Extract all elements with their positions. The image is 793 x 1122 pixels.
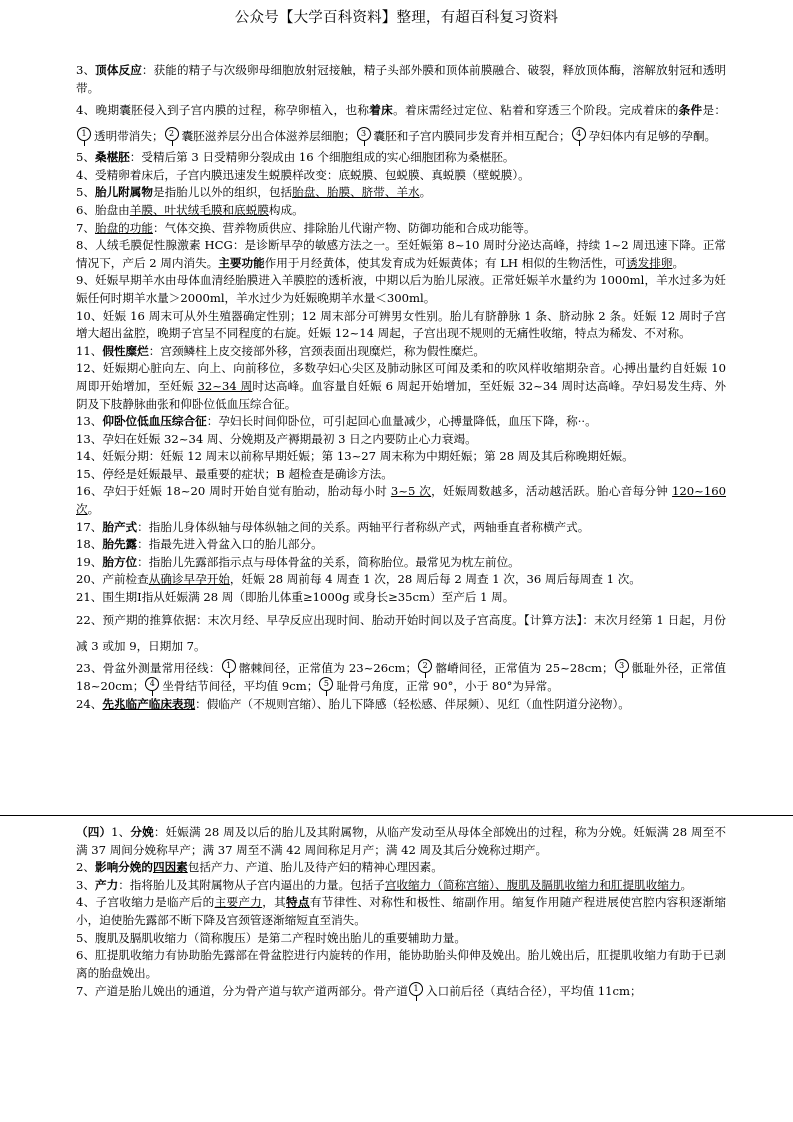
underlined-term: 胎盘、胎膜、脐带、羊水 <box>292 185 420 200</box>
paragraph <box>76 930 726 948</box>
paragraph <box>76 466 726 484</box>
paragraph <box>76 220 726 238</box>
circled-number-icon: 3 <box>615 659 629 673</box>
paragraph <box>76 607 726 659</box>
text-run: ：指将胎儿及其附属物从子宫内逼出的力量。包括子 <box>118 877 385 892</box>
circled-number-icon: 1 <box>222 659 236 673</box>
text-run: 髂嵴间径，正常值为 25~28cm； <box>435 660 614 675</box>
text-run: 是： <box>702 103 726 118</box>
text-run: 5、腹肌及膈肌收缩力（简称腹压）是第二产程时娩出胎儿的重要辅助力量。 <box>76 930 466 945</box>
text-run: ，妊娠周数越多，活动越活跃。胎心音每分钟 <box>431 484 673 499</box>
circled-number-icon: 4 <box>572 127 586 141</box>
text-run: 4、晚期囊胚侵入到子宫内膜的过程，称孕卵植入，也称 <box>76 103 370 118</box>
bold-term: 桑椹胚 <box>94 150 130 165</box>
text-run: 11、 <box>76 343 103 358</box>
bold-term: 产力 <box>94 877 119 892</box>
section-pregnancy-notes <box>76 62 726 713</box>
text-run: 6、肛提肌收缩力有协助胎先露部在骨盆腔进行内旋转的作用，能协助胎头仰伸及娩出。胎儿娩出后，肛提肌收缩力有助于已剥离的胎盘娩出。 <box>76 948 726 980</box>
text-run: 时达高峰。血容量自妊娠 6 周起开始增加，至妊娠 32~34 周时达高峰。孕妇易发生痔、外阴及下肢静脉曲张和仰卧位低血压综合征。 <box>76 378 727 411</box>
text-run: 22、预产期的推算依据：末次月经、早孕反应出现时间、胎动开始时间以及子宫高度。【计算方法】：末次月经第 1 日起，月份减 3 或加 9，日期加 7。 <box>76 612 726 653</box>
bold-term: 特点 <box>286 895 310 910</box>
circled-number-icon: 4 <box>145 677 159 691</box>
circled-number-icon: 5 <box>319 677 333 691</box>
text-run: ：受精后第 3 日受精卵分裂成由 16 个细胞组成的实心细胞团称为桑椹胚。 <box>129 150 515 165</box>
text-run: 18、 <box>76 537 103 552</box>
text-run: 透明带消失； <box>94 129 164 144</box>
text-run: 12、妊娠期心脏向左、向上、向前移位，多数孕妇心尖区及肺动脉区可闻及柔和的吹风样收缩期杂音。心搏出量约自妊娠 10 周即开始增加，至妊娠 <box>76 361 726 393</box>
bold-term: 分娩 <box>130 825 154 839</box>
paragraph <box>76 272 726 307</box>
text-run: 21、围生期Ⅰ指从妊娠满 28 周（即胎儿体重≥1000g 或身长≥35cm）至产后 1 周。 <box>76 590 515 605</box>
circled-number-icon: 2 <box>165 127 179 141</box>
bold-term: 胎方位 <box>102 554 138 569</box>
underlined-term: 主要产力 <box>214 895 263 910</box>
text-run: 髂棘间径，正常值为 23~26cm； <box>238 660 418 675</box>
text-run: 。 <box>680 877 693 892</box>
paragraph <box>76 237 726 272</box>
text-run: 3、 <box>76 63 96 77</box>
text-run: 14、妊娠分期：妊娠 12 周末以前称早期妊娠；第 13~27 周末称为中期妊娠；第 28 周及其后称晚期妊娠。 <box>76 449 634 464</box>
paragraph <box>76 554 726 572</box>
text-run: ：孕妇长时间仰卧位，可引起回心血量减少，心搏量降低，血压下降，称··。 <box>206 414 597 429</box>
text-run: 。 <box>419 185 432 200</box>
text-run: 构成。 <box>268 202 304 217</box>
bold-term: 胎儿附属物 <box>94 185 153 200</box>
paragraph <box>76 589 726 607</box>
paragraph <box>76 536 726 554</box>
bold-term: 着床 <box>369 103 394 118</box>
bold-term: 条件 <box>678 103 703 118</box>
text-run: 。 <box>672 255 685 270</box>
text-run: 6、胎盘由 <box>76 202 130 217</box>
paragraph <box>76 413 726 431</box>
bold-term: 假性糜烂 <box>102 343 149 358</box>
text-run: 囊胚和子宫内膜同步发育并相互配合； <box>373 129 571 144</box>
paragraph <box>76 431 726 449</box>
page-header: 公众号【大学百科资料】整理，有超百科复习资料 <box>234 10 559 26</box>
circled-number-icon: 3 <box>357 127 371 141</box>
bold-term: 四因素 <box>152 860 188 875</box>
paragraph <box>76 519 726 537</box>
paragraph <box>76 202 726 220</box>
paragraph <box>76 483 726 518</box>
text-run: 7、产道是胎儿娩出的通道，分为骨产道与软产道两部分。骨产道 <box>76 984 409 999</box>
text-run: 。 <box>87 502 100 517</box>
text-run: 7、 <box>76 220 95 235</box>
section-labor-notes <box>76 824 726 1001</box>
bold-term: 影响分娩的 <box>94 860 153 875</box>
paragraph <box>76 360 726 413</box>
text-run: 13、 <box>76 414 103 429</box>
paragraph <box>76 97 726 149</box>
text-run: ：气体交换、营养物质供应、排除胎儿代谢产物、防御功能和合成功能等。 <box>152 220 536 235</box>
text-run: 9、妊娠早期羊水由母体血清经胎膜进入羊膜腔的透析液，中期以后为胎儿尿液。正常妊娠羊水量约为 1000ml，羊水过多为妊娠任何时期羊水量＞2000ml，羊水过少为妊娠晚期羊水量＜300ml。 <box>76 273 726 305</box>
text-run: 1、 <box>111 825 131 839</box>
paragraph <box>76 859 726 877</box>
text-run: 13、孕妇在妊娠 32~34 周、分娩期及产褥期最初 3 日之内要防止心力衰竭。 <box>76 431 477 446</box>
underlined-term: 宫收缩力（简称宫缩）、腹肌及膈肌收缩力和肛提肌收缩力 <box>384 877 681 892</box>
circled-number-icon: 1 <box>409 982 423 996</box>
paragraph <box>76 696 726 714</box>
text-run: 16、孕妇于妊娠 18~20 周时开始自觉有胎动，胎动每小时 <box>76 484 391 499</box>
text-run: 3、 <box>76 877 95 892</box>
underlined-term: 羊膜、叶状绒毛膜和底蜕膜 <box>129 202 269 217</box>
bold-term: 仰卧位低血压综合征 <box>102 414 207 429</box>
text-run: 骶耻外径，正常值 18~20cm； <box>76 660 726 694</box>
paragraph <box>76 571 726 589</box>
text-run: 包括产力、产道、胎儿及待产妇的精神心理因素。 <box>187 860 443 875</box>
text-run: 17、 <box>76 519 103 534</box>
text-run: ：获能的精子与次级卵母细胞放射冠接触，精子头部外膜和顶体前膜融合、破裂，释放顶体酶，溶解放射冠和透明带。 <box>76 63 726 95</box>
bold-term: 顶体反应 <box>95 63 142 77</box>
paragraph <box>76 982 726 1001</box>
bold-term: 胎先露 <box>102 537 138 552</box>
paragraph <box>76 877 726 895</box>
bold-term: 胎产式 <box>102 519 138 534</box>
underlined-term: 从确诊早孕开始 <box>148 572 230 587</box>
circled-number-icon: 2 <box>418 659 432 673</box>
text-run: 23、骨盆外测量常用径线： <box>76 660 221 675</box>
text-run: 5、 <box>76 185 95 200</box>
text-run: 4、子宫收缩力是临产后的 <box>76 895 215 910</box>
text-run: ，妊娠 28 周前每 4 周查 1 次，28 周后每 2 周查 1 次，36 周后每周查 1 次。 <box>229 572 641 587</box>
paragraph <box>76 824 726 859</box>
text-run: ：指最先进入骨盆入口的胎儿部分。 <box>137 537 323 552</box>
paragraph <box>76 149 726 167</box>
text-run: 10、妊娠 16 周末可从外生殖器确定性别；12 周末部分可辨男女性别。胎儿有脐静脉 1 条、脐动脉 2 条。妊娠 12 周时子宫增大超出盆腔，晚期子宫呈不同程度的右旋。妊娠 12~14 周起，子宫出现不规则的无痛性收缩，特点为稀发、不对称。 <box>76 308 726 341</box>
text-run: 作用于月经黄体，使其发育成为妊娠黄体；有 LH 相似的生物活性，可 <box>264 255 627 270</box>
text-run: 5、 <box>76 150 95 165</box>
text-run: 入口前后径（真结合径），平均值 11cm； <box>426 984 642 999</box>
text-run: 19、 <box>76 554 103 569</box>
text-run: ：妊娠满 28 周及以后的胎儿及其附属物，从临产发动至从母体全部娩出的过程，称为分娩。妊娠满 28 周至不满 37 周间分娩称早产；满 37 周至不满 42 周间称足月产；满 42 周及其后分娩称过期产。 <box>76 825 726 857</box>
text-run: ：宫颈鳞柱上皮交接部外移，宫颈表面出现糜烂，称为假性糜烂。 <box>148 343 485 358</box>
text-run: 囊胚滋养层分出合体滋养层细胞； <box>181 129 356 144</box>
underlined-term: 胎盘的功能 <box>94 220 153 235</box>
text-run: 坐骨结节间径，平均值 9cm； <box>162 679 319 694</box>
paragraph <box>76 167 726 185</box>
bold-term: 主要功能 <box>218 255 265 270</box>
bold-term: （四） <box>76 825 112 839</box>
paragraph <box>76 184 726 202</box>
text-run: 耻骨弓角度，正常 90°，小于 80°为异常。 <box>336 679 559 694</box>
text-run: 孕妇体内有足够的孕酮。 <box>588 129 717 144</box>
text-run: 4、受精卵着床后，子宫内膜迅速发生蜕膜样改变：底蜕膜、包蜕膜、真蜕膜（壁蜕膜）。 <box>76 167 530 182</box>
text-run: ：指胎儿先露部指示点与母体骨盆的关系，简称胎位。最常见为枕左前位。 <box>137 554 520 569</box>
text-run: 2、 <box>76 860 95 875</box>
text-run: 15、停经是妊娠最早、最重要的症状；B 超检查是确诊方法。 <box>76 466 393 481</box>
paragraph <box>76 448 726 466</box>
text-run: ：假临产（不规则宫缩）、胎儿下降感（轻松感、伴尿频）、见红（血性阴道分泌物）。 <box>195 696 630 711</box>
underlined-term: 3~5 次 <box>390 484 432 499</box>
paragraph <box>76 659 726 696</box>
text-run: 20、产前检查 <box>76 572 149 587</box>
text-run: ，其 <box>262 895 286 910</box>
text-run: 是指胎儿以外的组织，包括 <box>152 185 293 200</box>
text-run: 24、 <box>76 696 103 711</box>
underlined-term: 32~34 周 <box>197 378 253 393</box>
paragraph <box>76 894 726 929</box>
text-run: 8、人绒毛膜促性腺激素 HCG：是诊断早孕的敏感方法之一。至妊娠第 8~10 周时分泌达高峰，持续 1~2 周迅速下降。正常情况下，产后 2 周内消失。 <box>76 238 726 270</box>
paragraph <box>76 343 726 361</box>
section-divider <box>0 815 793 816</box>
paragraph <box>76 308 726 343</box>
underlined-term: 诱发排卵 <box>626 255 673 270</box>
text-run: ：指胎儿身体纵轴与母体纵轴之间的关系。两轴平行者称纵产式，两轴垂直者称横产式。 <box>137 519 590 534</box>
bold-term: 先兆临产临床表现 <box>102 696 196 711</box>
underlined-term: 120~160 次 <box>76 484 727 517</box>
text-run: 有节律性、对称性和极性、缩副作用。缩复作用随产程进展使宫腔内容积逐渐缩小，迫使胎先露部不断下降及宫颈管逐渐缩短直至消失。 <box>76 895 726 927</box>
circled-number-icon: 1 <box>77 127 91 141</box>
paragraph <box>76 62 726 97</box>
text-run: 。着床需经过定位、粘着和穿透三个阶段。完成着床的 <box>393 103 679 118</box>
paragraph <box>76 947 726 982</box>
